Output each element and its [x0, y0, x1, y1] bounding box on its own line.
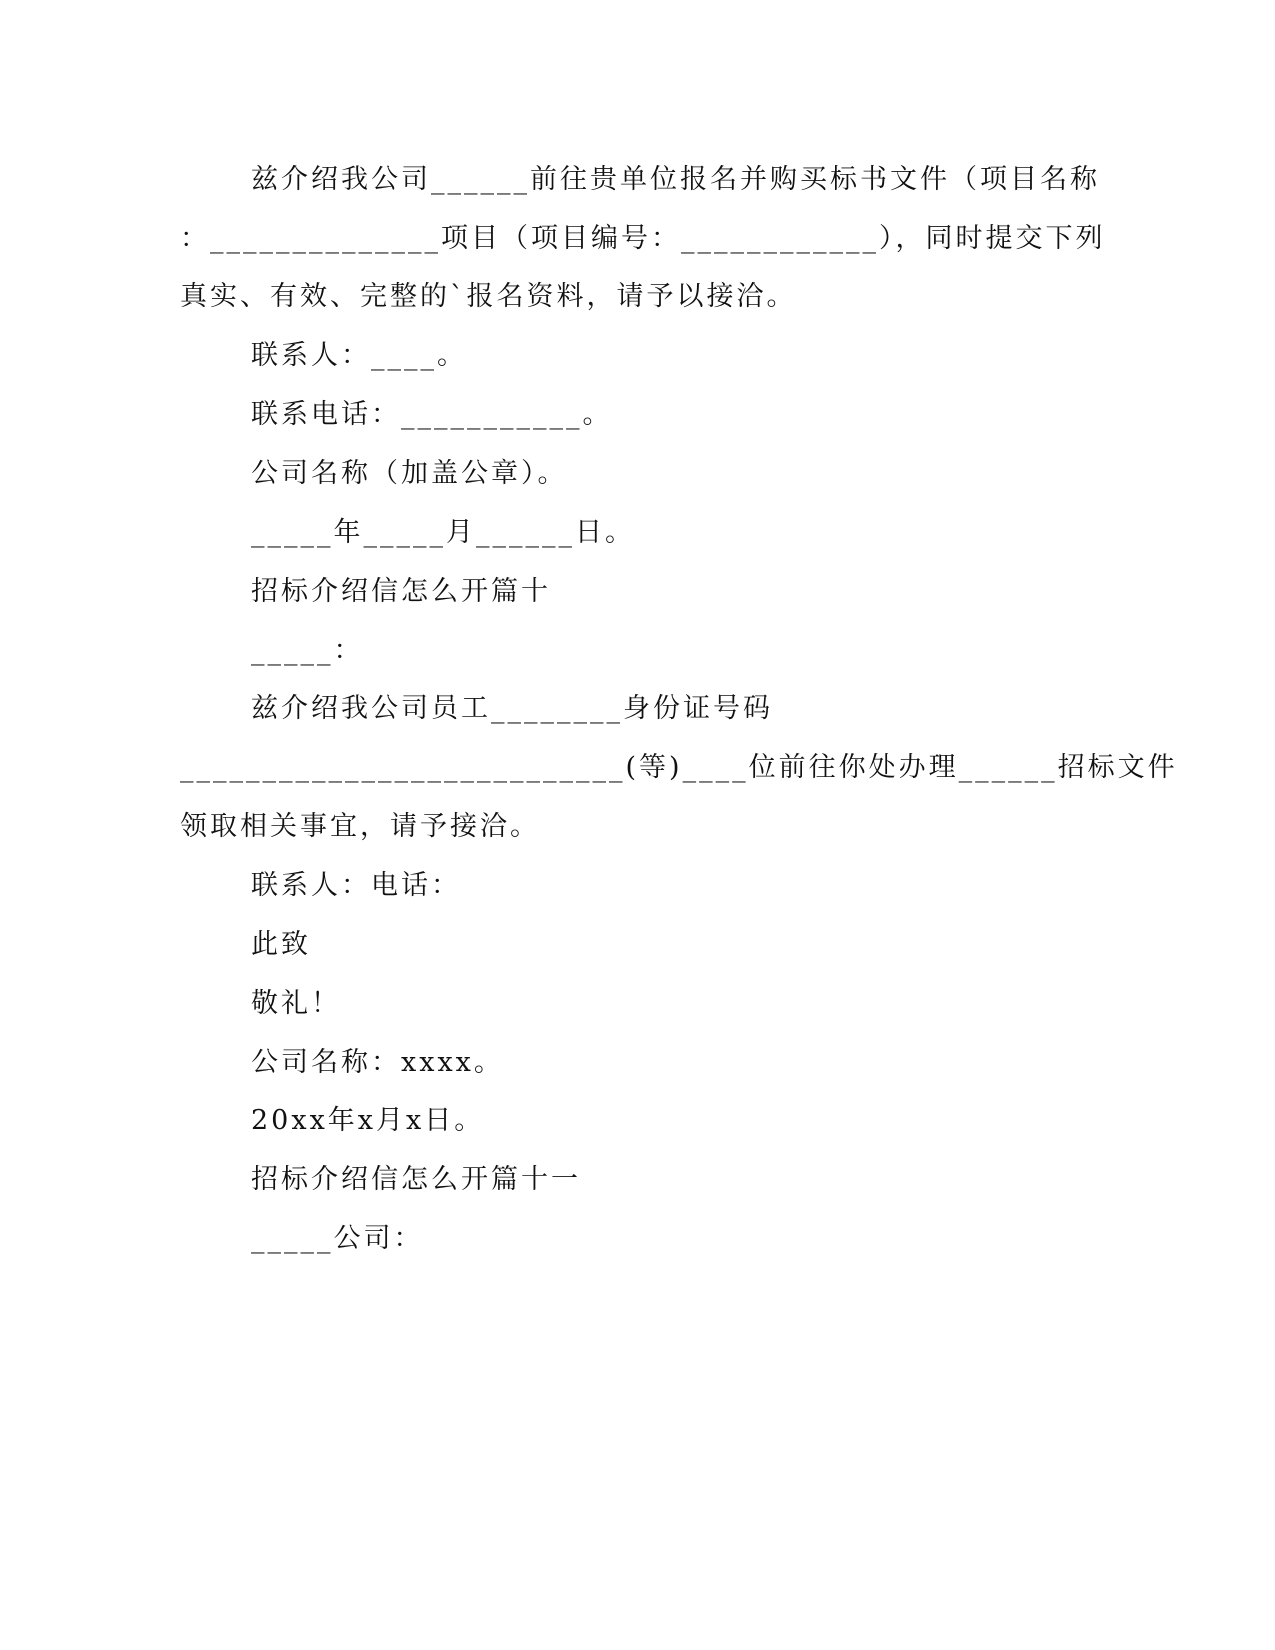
- date-line: _____年_____月______日。: [251, 517, 635, 548]
- salutation-line: _____公司：: [251, 1223, 424, 1254]
- company-name-line: 公司名称：xxxx。: [251, 1047, 504, 1078]
- paragraph-line: 领取相关事宜，请予接洽。: [180, 811, 540, 842]
- contact-line: 联系人：电话：: [251, 870, 461, 901]
- paragraph-line: 兹介绍我公司______前往贵单位报名并购买标书文件（项目名称: [251, 164, 1100, 195]
- section-heading: 招标介绍信怎么开篇十: [251, 576, 551, 607]
- paragraph-line: 兹介绍我公司员工________身份证号码: [251, 693, 773, 724]
- closing-line: 此致: [251, 929, 311, 960]
- paragraph-line: 真实、有效、完整的`报名资料，请予以接洽。: [180, 281, 797, 312]
- contact-line: 联系人：____。: [251, 340, 467, 371]
- closing-line: 敬礼！: [251, 988, 341, 1019]
- section-heading: 招标介绍信怎么开篇十一: [251, 1164, 581, 1195]
- paragraph-line: ___________________________(等)____位前往你处办理______招标文件: [180, 752, 1178, 783]
- phone-line: 联系电话：___________。: [251, 399, 613, 430]
- date-line: 20xx年x月x日。: [251, 1105, 485, 1136]
- paragraph-line: ：______________项目（项目编号：____________），同时提交下列: [180, 223, 1106, 254]
- salutation-line: _____：: [251, 635, 364, 666]
- company-name-line: 公司名称（加盖公章）。: [251, 458, 568, 489]
